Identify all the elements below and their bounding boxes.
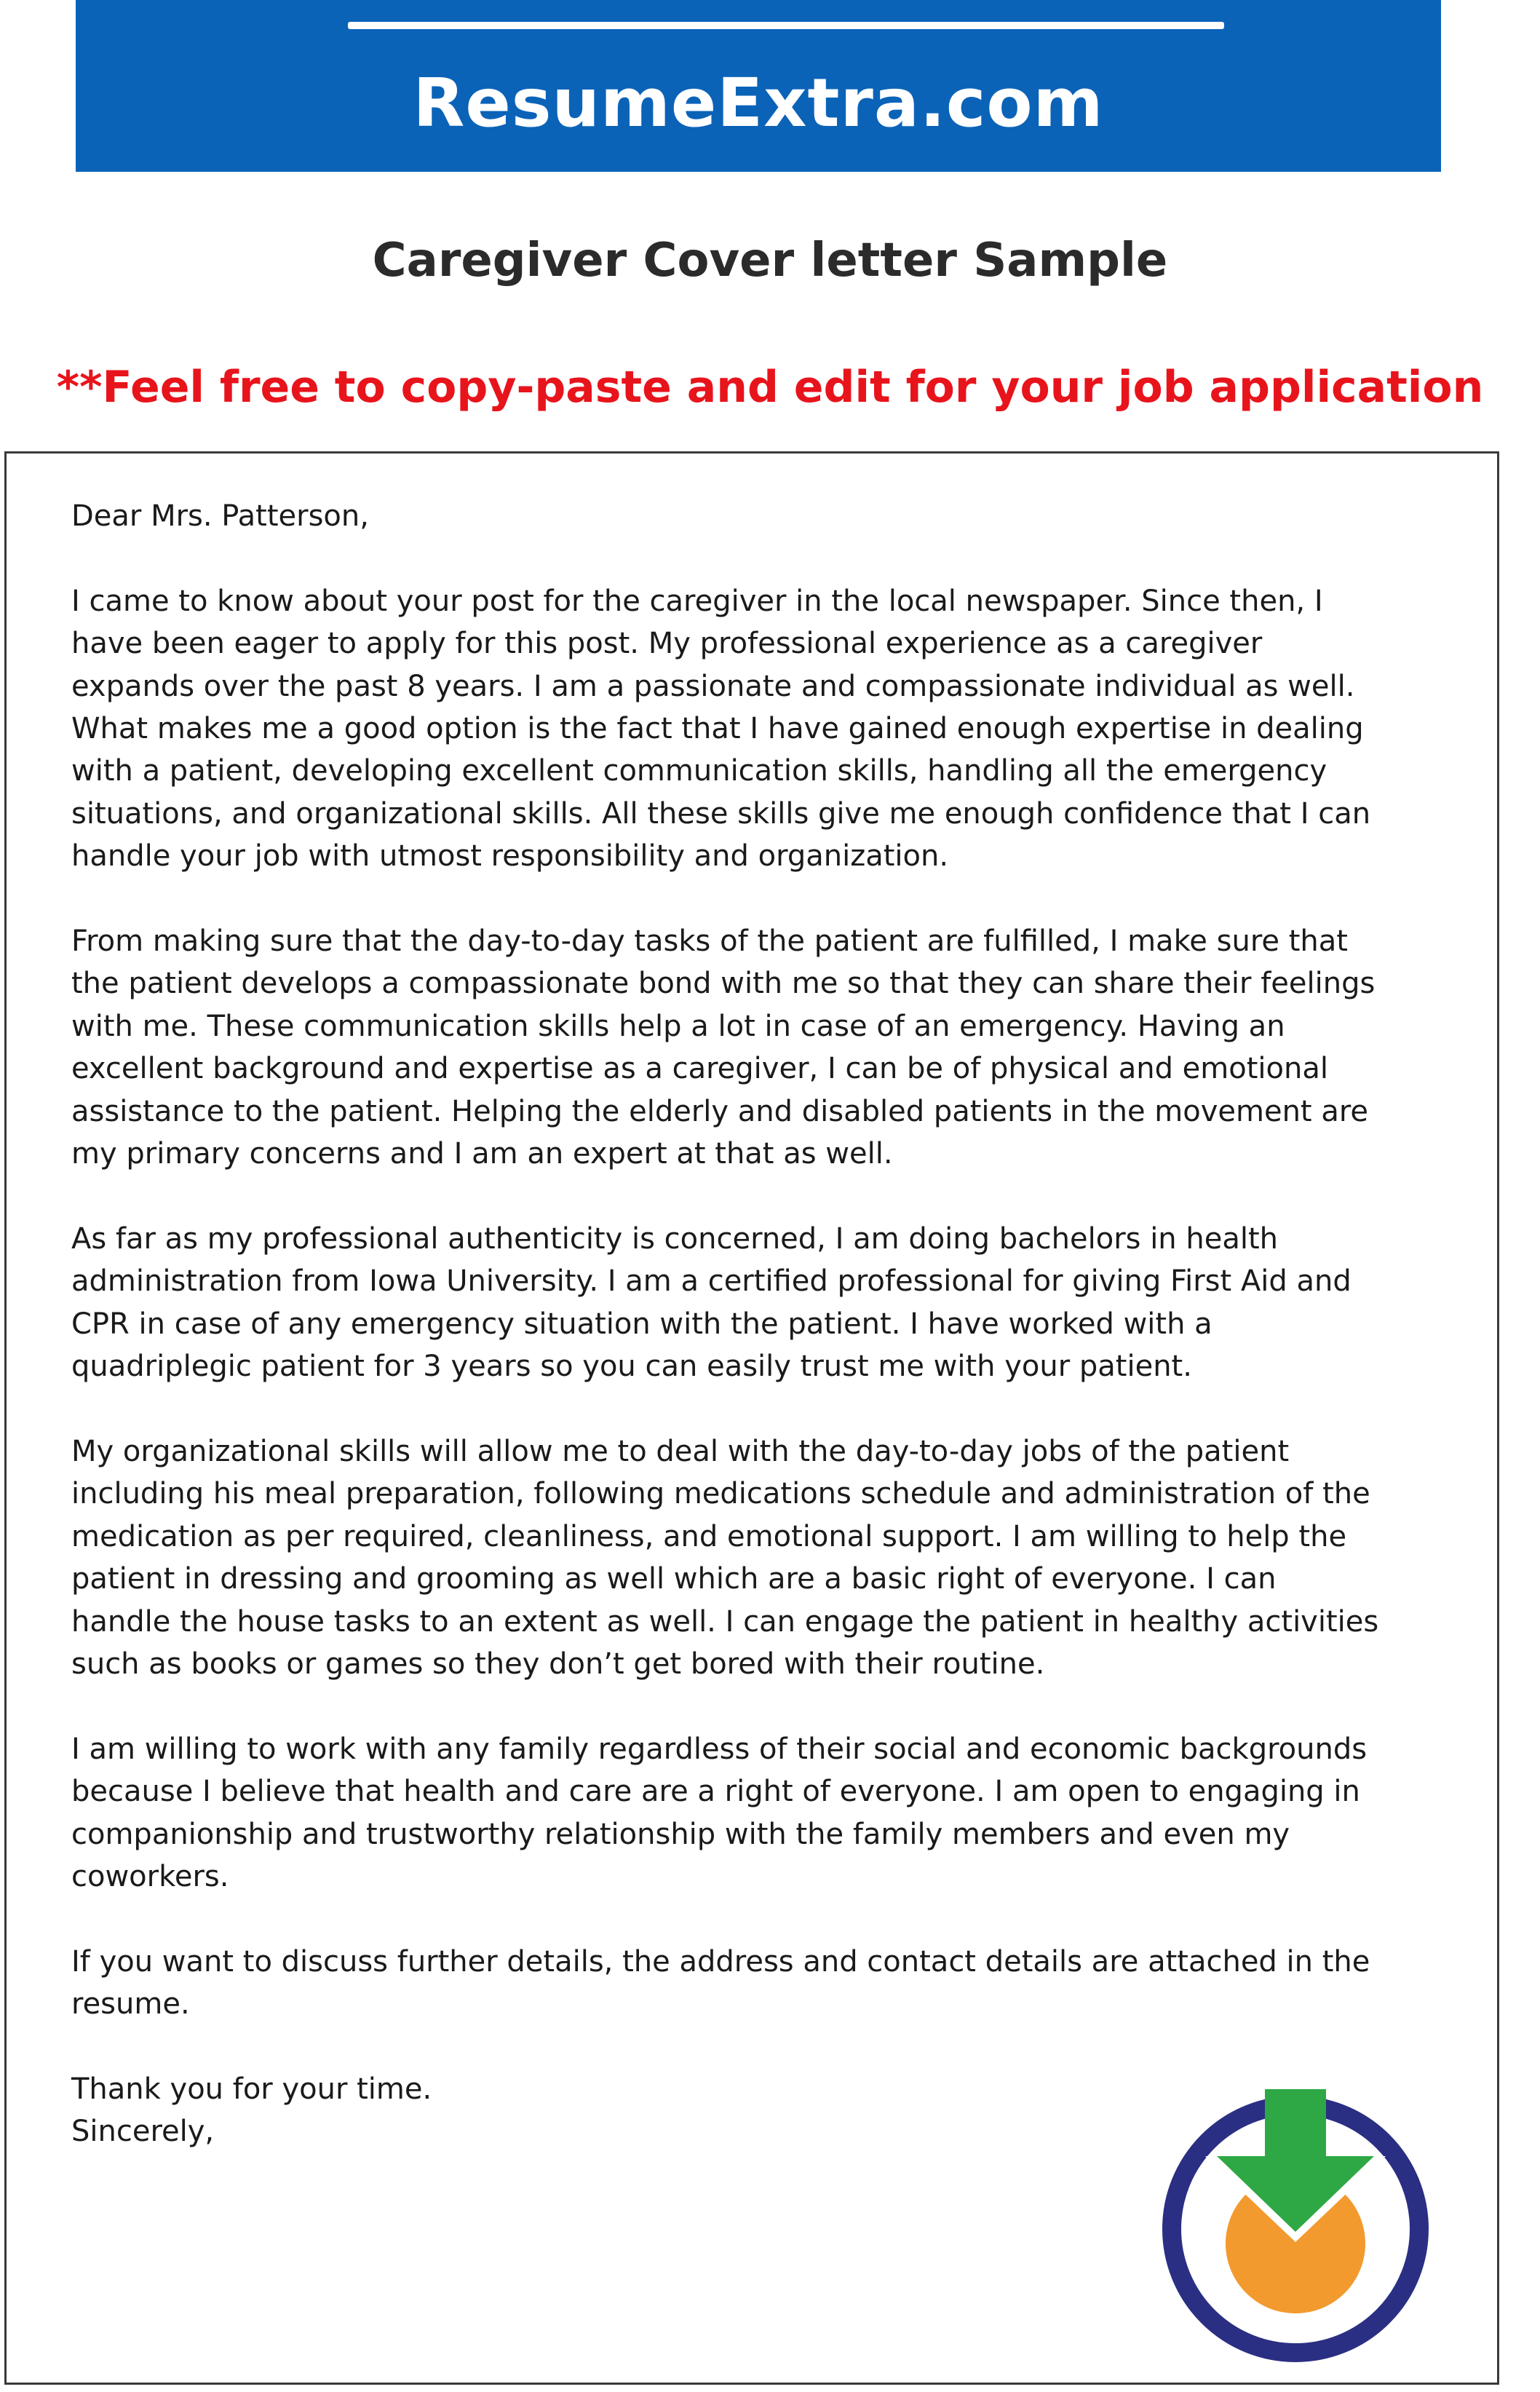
banner-divider-line	[348, 22, 1224, 29]
letter-paragraph-3	[71, 1218, 1469, 1388]
letter-paragraph-4	[71, 1430, 1469, 1685]
text-line: I am willing to work with any family regardless of their social and economic backgrounds	[71, 1732, 1368, 1766]
text-line: companionship and trustworthy relationship with the family members and even my	[71, 1817, 1290, 1851]
text-line: administration from Iowa University. I am a certified professional for giving First Aid and	[71, 1264, 1352, 1299]
text-line: my primary concerns and I am an expert at that as well.	[71, 1137, 893, 1171]
text-line: situations, and organizational skills. All these skills give me enough confidence that I can	[71, 796, 1371, 831]
letter-salutation	[71, 495, 1469, 537]
text-line: What makes me a good option is the fact that I have gained enough expertise in dealing	[71, 712, 1364, 746]
closing-line: Thank you for your time.	[71, 2072, 432, 2106]
text-line: quadriplegic patient for 3 years so you can easily trust me with your patient.	[71, 1350, 1192, 1384]
text-line: CPR in case of any emergency situation with the patient. I have worked with a	[71, 1307, 1212, 1341]
site-logo[interactable]: ResumeExtra.com	[413, 64, 1104, 142]
text-line: have been eager to apply for this post. My professional experience as a caregiver	[71, 627, 1263, 661]
text-line: including his meal preparation, following medications schedule and administration of the	[71, 1477, 1370, 1511]
text-line: handle your job with utmost responsibility and organization.	[71, 839, 949, 874]
download-icon[interactable]	[1156, 2089, 1435, 2369]
text-line: If you want to discuss further details, the address and contact details are attached in the	[71, 1944, 1370, 1979]
document-title: Caregiver Cover letter Sample	[372, 234, 1168, 288]
letter-paragraph-5	[71, 1728, 1469, 1898]
text-line: expands over the past 8 years. I am a passionate and compassionate individual as well.	[71, 669, 1355, 703]
text-line: From making sure that the day-to-day tasks of the patient are fulfilled, I make sure that	[71, 924, 1348, 959]
text-line: medication as per required, cleanliness, and emotional support. I am willing to help the	[71, 1519, 1347, 1553]
text-line: patient in dressing and grooming as well which are a basic right of everyone. I can	[71, 1562, 1277, 1596]
text-line: As far as my professional authenticity is concerned, I am doing bachelors in health	[71, 1221, 1278, 1256]
text-line: resume.	[71, 1987, 190, 2021]
text-line: with me. These communication skills help a lot in case of an emergency. Having an	[71, 1009, 1285, 1043]
text-line: Dear Mrs. Patterson,	[71, 499, 369, 533]
download-icon-graphic	[1156, 2089, 1435, 2369]
text-line: I came to know about your post for the caregiver in the local newspaper. Since then, I	[71, 584, 1323, 618]
text-line: coworkers.	[71, 1859, 229, 1893]
text-line: because I believe that health and care are a right of everyone. I am open to engaging in	[71, 1775, 1360, 1809]
letter-paragraph-2	[71, 920, 1469, 1175]
text-line: with a patient, developing excellent communication skills, handling all the emergency	[71, 754, 1327, 788]
text-line: assistance to the patient. Helping the elderly and disabled patients in the movement are	[71, 1094, 1369, 1128]
letter-paragraph-6	[71, 1941, 1469, 2026]
text-line: excellent background and expertise as a caregiver, I can be of physical and emotional	[71, 1052, 1328, 1086]
text-line: the patient develops a compassionate bond with me so that they can share their feelings	[71, 967, 1376, 1001]
text-line: handle the house tasks to an extent as well. I can engage the patient in healthy activities	[71, 1604, 1379, 1639]
letter-body	[71, 495, 1469, 2153]
header-banner	[76, 0, 1441, 172]
text-line: such as books or games so they don’t get bored with their routine.	[71, 1647, 1045, 1681]
letter-paragraph-1	[71, 580, 1469, 878]
document-subtitle: **Feel free to copy-paste and edit for your job application	[56, 362, 1484, 413]
signoff-line: Sincerely,	[71, 2115, 215, 2149]
text-line: My organizational skills will allow me to deal with the day-to-day jobs of the patient	[71, 1434, 1290, 1468]
